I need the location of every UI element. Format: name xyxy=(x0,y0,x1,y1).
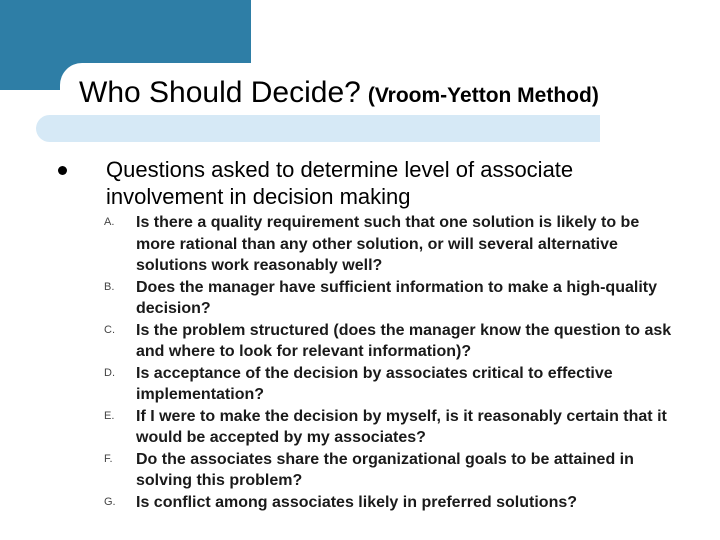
question-item-b xyxy=(104,277,704,320)
question-line: If I were to make the decision by myself, is it reasonably certain that it xyxy=(136,407,667,425)
question-text xyxy=(136,449,704,492)
question-letter: C. xyxy=(104,323,115,336)
question-text xyxy=(136,406,704,449)
slide-title xyxy=(79,74,599,112)
question-line: Does the manager have sufficient information to make a high-quality xyxy=(136,278,657,296)
question-line: implementation? xyxy=(136,386,265,403)
question-letter: G. xyxy=(104,495,116,508)
question-letter: F. xyxy=(104,452,113,465)
question-list xyxy=(104,212,704,513)
question-item-g xyxy=(104,492,704,514)
main-bullet-text: Questions asked to determine level of associate involvement in decision making xyxy=(106,157,574,209)
question-letter: B. xyxy=(104,280,115,293)
question-line: Is conflict among associates likely in preferred solutions? xyxy=(136,493,578,511)
question-text xyxy=(136,363,704,406)
question-line: solutions work reasonably well? xyxy=(136,257,383,274)
question-item-d xyxy=(104,363,704,406)
question-letter: D. xyxy=(104,366,115,379)
question-line: Is the problem structured (does the manager know the question to ask xyxy=(136,321,672,339)
question-line: would be accepted by my associates? xyxy=(136,429,426,446)
title-main: Who Should Decide? xyxy=(79,76,361,109)
question-line: Is there a quality requirement such that one solution is likely to be xyxy=(136,214,640,231)
question-text xyxy=(136,492,704,514)
question-line: solving this problem? xyxy=(136,472,303,489)
title-subtitle: (Vroom-Yetton Method) xyxy=(367,84,599,107)
question-line: more rational than any other solution, or will several alternative xyxy=(136,235,618,253)
question-text xyxy=(136,277,704,320)
question-line: Do the associates share the organizational goals to be attained in xyxy=(136,450,634,468)
question-text xyxy=(136,212,704,277)
question-text xyxy=(136,320,704,363)
bullet-dot-icon xyxy=(58,166,67,175)
question-letter: E. xyxy=(104,409,115,422)
title-underline-bar xyxy=(36,115,600,142)
question-item-f xyxy=(104,449,704,492)
question-line: decision? xyxy=(136,300,211,317)
question-line: Is acceptance of the decision by associates critical to effective xyxy=(136,364,613,382)
question-item-a xyxy=(104,212,704,277)
question-letter: A. xyxy=(104,216,115,228)
question-item-c xyxy=(104,320,704,363)
question-item-e xyxy=(104,406,704,449)
question-line: and where to look for relevant information)? xyxy=(136,343,472,360)
